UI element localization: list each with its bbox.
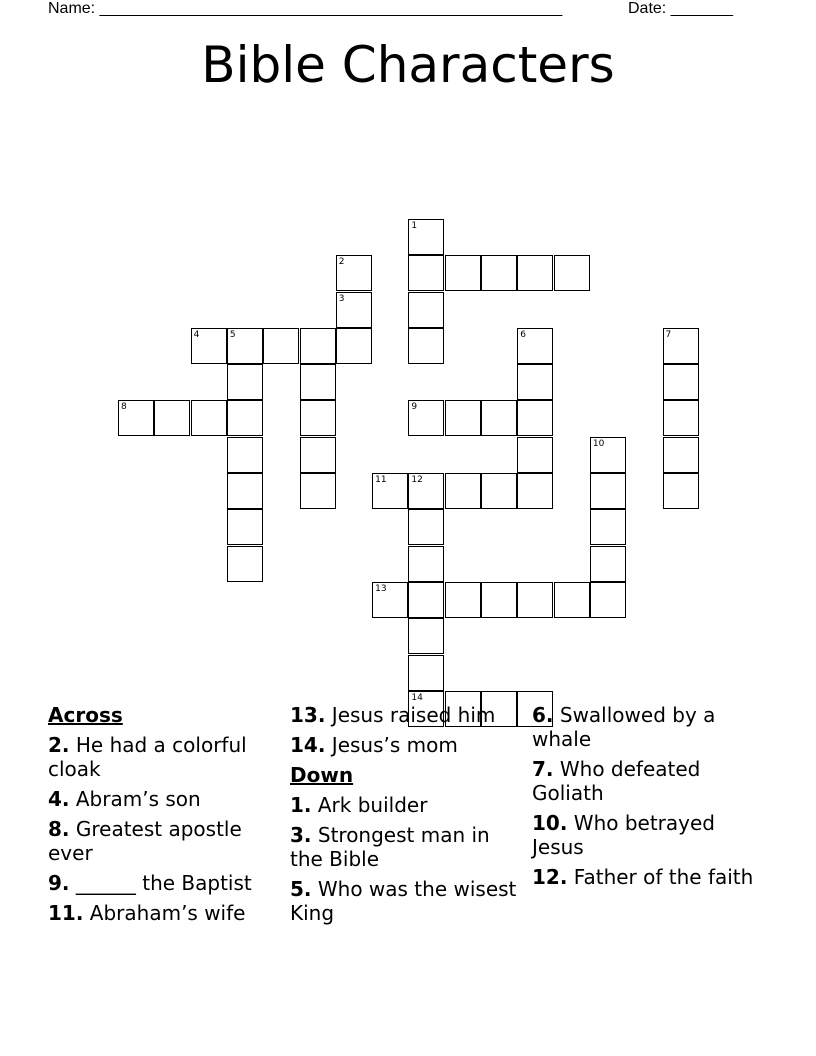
crossword-cell[interactable] [554, 582, 590, 618]
crossword-cell[interactable] [372, 473, 408, 509]
crossword-cell[interactable] [408, 219, 444, 255]
clue-number: 8. [48, 817, 70, 841]
cell-number: 9 [411, 402, 418, 413]
crossword-cell[interactable] [590, 437, 626, 473]
crossword-cell[interactable] [517, 255, 553, 291]
clue-across-13 [290, 703, 522, 727]
cell-number: 7 [665, 329, 672, 340]
clue-number: 12. [532, 865, 568, 889]
clue-text: Greatest apostle ever [48, 817, 242, 865]
clue-down-12 [532, 865, 764, 889]
crossword-cell[interactable] [227, 473, 263, 509]
clue-text: ______ the Baptist [75, 871, 252, 895]
crossword-cell[interactable] [517, 437, 553, 473]
clue-across-2 [48, 733, 280, 781]
clue-number: 9. [48, 871, 70, 895]
clue-text: Who defeated Goliath [532, 757, 701, 805]
cell-number: 4 [193, 329, 200, 340]
crossword-cell[interactable] [408, 328, 444, 364]
clue-across-8 [48, 817, 280, 865]
clue-down-6 [532, 703, 764, 751]
clue-down-1 [290, 793, 522, 817]
crossword-cell[interactable] [663, 473, 699, 509]
clue-text: Strongest man in the Bible [290, 823, 490, 871]
cell-number: 10 [592, 438, 605, 449]
crossword-cell[interactable] [300, 473, 336, 509]
clues-column-3 [532, 703, 764, 895]
crossword-cell[interactable] [481, 255, 517, 291]
clues-column-1 [48, 703, 280, 931]
clue-number: 10. [532, 811, 568, 835]
crossword-cell[interactable] [227, 437, 263, 473]
clue-number: 4. [48, 787, 70, 811]
clue-text: Abraham’s wife [89, 901, 246, 925]
page-title: Bible Characters [201, 36, 615, 94]
clue-down-7 [532, 757, 764, 805]
crossword-cell[interactable] [372, 582, 408, 618]
clue-text: Who betrayed Jesus [532, 811, 715, 859]
crossword-cell[interactable] [300, 400, 336, 436]
clue-text: Jesus’s mom [331, 733, 458, 757]
clue-text: Father of the faith [573, 865, 754, 889]
crossword-cell[interactable] [191, 328, 227, 364]
crossword-cell[interactable] [336, 328, 372, 364]
cell-number: 6 [520, 329, 527, 340]
date-field[interactable]: Date: _______ [628, 0, 733, 17]
crossword-cell[interactable] [590, 546, 626, 582]
crossword-cell[interactable] [408, 509, 444, 545]
clue-number: 6. [532, 703, 554, 727]
crossword-cell[interactable] [118, 400, 154, 436]
crossword-cell[interactable] [590, 582, 626, 618]
across-heading: Across [48, 703, 123, 727]
crossword-cell[interactable] [554, 255, 590, 291]
crossword-cell[interactable] [663, 437, 699, 473]
crossword-cell[interactable] [408, 292, 444, 328]
crossword-cell[interactable] [300, 437, 336, 473]
crossword-cell[interactable] [227, 328, 263, 364]
crossword-cell[interactable] [663, 328, 699, 364]
clues-column-2 [290, 703, 522, 931]
clue-number: 13. [290, 703, 326, 727]
clue-across-4 [48, 787, 280, 811]
crossword-cell[interactable] [300, 328, 336, 364]
clue-number: 5. [290, 877, 312, 901]
crossword-cell[interactable] [481, 582, 517, 618]
crossword-cell[interactable] [590, 473, 626, 509]
down-heading: Down [290, 763, 354, 787]
crossword-cell[interactable] [408, 400, 444, 436]
crossword-cell[interactable] [408, 546, 444, 582]
clue-number: 14. [290, 733, 326, 757]
crossword-cell[interactable] [590, 509, 626, 545]
clue-number: 1. [290, 793, 312, 817]
crossword-cell[interactable] [263, 328, 299, 364]
clue-across-14 [290, 733, 522, 757]
crossword-cell[interactable] [517, 400, 553, 436]
clue-across-9 [48, 871, 280, 895]
cell-number: 14 [411, 692, 423, 703]
clue-text: Ark builder [317, 793, 428, 817]
clue-text: Swallowed by a whale [532, 703, 716, 751]
cell-number: 8 [121, 402, 127, 413]
clue-text: Who was the wisest King [290, 877, 517, 925]
crossword-cell[interactable] [663, 400, 699, 436]
clue-across-11 [48, 901, 280, 925]
crossword-cell[interactable] [408, 618, 444, 654]
crossword-cell[interactable] [445, 473, 481, 509]
crossword-cell[interactable] [408, 473, 444, 509]
cell-number: 5 [229, 329, 236, 340]
clue-text: He had a colorful cloak [48, 733, 247, 781]
crossword-cell[interactable] [517, 364, 553, 400]
crossword-cell[interactable] [445, 255, 481, 291]
name-field[interactable]: Name: ____________________________________________________ [48, 0, 563, 17]
crossword-cell[interactable] [517, 328, 553, 364]
crossword-cell[interactable] [227, 546, 263, 582]
clue-text: Abram’s son [75, 787, 201, 811]
cell-number: 11 [375, 475, 387, 485]
clue-down-10 [532, 811, 764, 859]
crossword-cell[interactable] [300, 364, 336, 400]
crossword-cell[interactable] [336, 292, 372, 328]
crossword-cell[interactable] [481, 473, 517, 509]
clue-number: 2. [48, 733, 70, 757]
clue-number: 7. [532, 757, 554, 781]
crossword-cell[interactable] [445, 400, 481, 436]
crossword-cell[interactable] [191, 400, 227, 436]
cell-number: 1 [411, 220, 418, 231]
cell-number: 12 [411, 475, 423, 485]
clue-number: 11. [48, 901, 84, 925]
clue-down-5 [290, 877, 522, 925]
crossword-cell[interactable] [481, 400, 517, 436]
crossword-cell[interactable] [517, 582, 553, 618]
crossword-cell[interactable] [227, 364, 263, 400]
crossword-cell[interactable] [227, 509, 263, 545]
crossword-cell[interactable] [408, 582, 444, 618]
cell-number: 2 [338, 257, 345, 268]
cell-number: 3 [338, 293, 345, 304]
crossword-cell[interactable] [227, 400, 263, 436]
crossword-cell[interactable] [336, 255, 372, 291]
crossword-cell[interactable] [445, 582, 481, 618]
crossword-cell[interactable] [408, 255, 444, 291]
clue-down-3 [290, 823, 522, 871]
clue-number: 3. [290, 823, 312, 847]
clue-text: Jesus raised him [331, 703, 496, 727]
crossword-cell[interactable] [154, 400, 190, 436]
crossword-cell[interactable] [517, 473, 553, 509]
crossword-cell[interactable] [663, 364, 699, 400]
crossword-cell[interactable] [408, 655, 444, 691]
cell-number: 13 [375, 583, 387, 594]
